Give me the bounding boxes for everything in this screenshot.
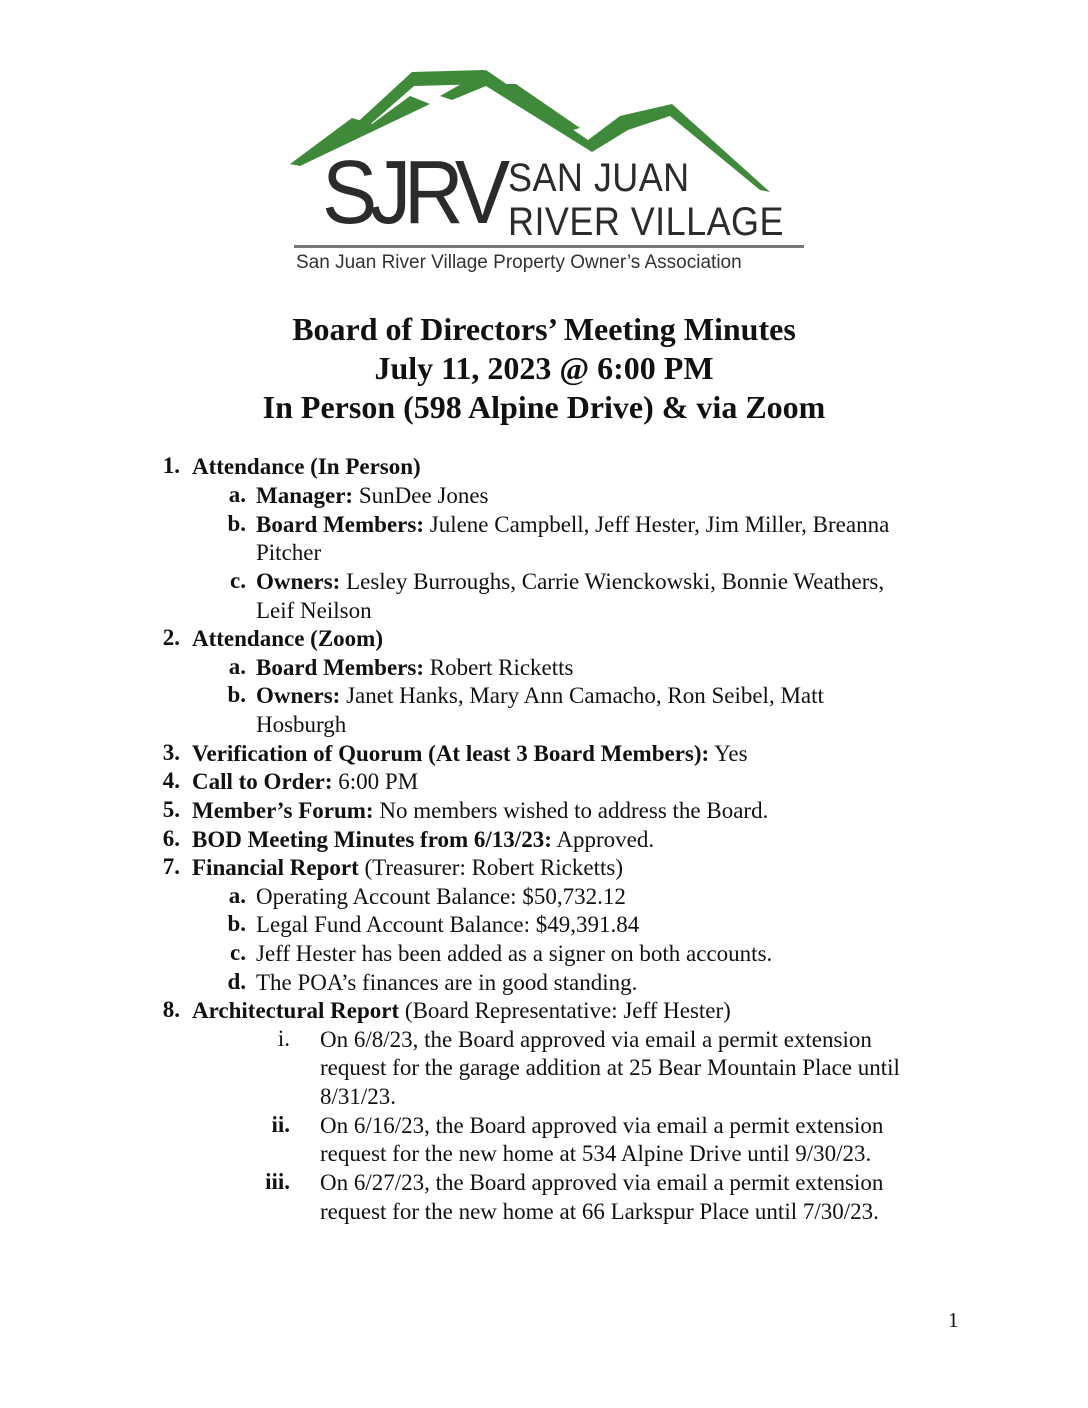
permit-extension-1: On 6/8/23, the Board approved via email a permit extension <box>320 1027 872 1052</box>
item-architectural-report: Architectural Report (Board Representative: Jeff Hester) <box>192 998 731 1023</box>
sub-item-finances: The POA’s finances are in good standing. <box>256 970 638 995</box>
document-title <box>0 310 1088 427</box>
item-number: 4. <box>162 768 180 793</box>
sub-item-number: a. <box>228 482 246 507</box>
item-bod-minutes: BOD Meeting Minutes from 6/13/23: Approved. <box>192 827 655 852</box>
item-number: 6. <box>162 826 180 851</box>
sub-item-continuation: Pitcher <box>256 540 322 565</box>
item-number: 2. <box>162 625 180 650</box>
sub-item-number: b. <box>227 911 246 936</box>
permit-extension-3-line2: request for the new home at 66 Larkspur Place until 7/30/23. <box>320 1199 879 1224</box>
item-number: 8. <box>162 997 180 1022</box>
permit-extension-2: On 6/16/23, the Board approved via email a permit extension <box>320 1113 884 1138</box>
sub-item-board-members: Board Members: Julene Campbell, Jeff Hester, Jim Miller, Breanna <box>256 512 890 537</box>
title-line2: July 11, 2023 @ 6:00 PM <box>374 350 714 386</box>
item-number: 3. <box>162 740 180 765</box>
sub-item-number: b. <box>227 511 246 536</box>
title-line1: Board of Directors’ Meeting Minutes <box>292 311 796 347</box>
sub-item-owners: Owners: Lesley Burroughs, Carrie Wienckowski, Bonnie Weathers, <box>256 569 885 594</box>
sub-item-owners: Owners: Janet Hanks, Mary Ann Camacho, Ron Seibel, Matt <box>256 683 824 708</box>
sub-item-number: b. <box>227 682 246 707</box>
item-attendance-in-person: Attendance (In Person) <box>192 454 421 479</box>
logo-name-line1: SAN JUAN <box>508 156 690 200</box>
title-line3: In Person (598 Alpine Drive) & via Zoom <box>262 389 826 425</box>
permit-extension-1-line3: 8/31/23. <box>320 1084 397 1109</box>
sub-item-signer: Jeff Hester has been added as a signer on both accounts. <box>256 941 773 966</box>
sub-item-number: c. <box>230 940 246 965</box>
item-number: 1. <box>162 453 180 478</box>
sjrv-logo <box>0 0 1088 290</box>
item-financial-report: Financial Report (Treasurer: Robert Ricketts) <box>192 855 623 880</box>
item-number: 5. <box>162 797 180 822</box>
roman-item-number: ii. <box>271 1112 290 1137</box>
sub-item-operating-balance: Operating Account Balance: $50,732.12 <box>256 884 626 909</box>
item-attendance-zoom: Attendance (Zoom) <box>192 626 383 651</box>
item-call-to-order: Call to Order: 6:00 PM <box>192 769 419 794</box>
sub-item-board-members: Board Members: Robert Ricketts <box>256 655 574 680</box>
sub-item-continuation: Leif Neilson <box>256 598 372 623</box>
logo-initials: SJRV <box>322 143 503 243</box>
item-quorum: Verification of Quorum (At least 3 Board Members): Yes <box>192 741 748 766</box>
sub-item-continuation: Hosburgh <box>256 712 347 737</box>
roman-item-number: iii. <box>265 1169 290 1194</box>
permit-extension-1-line2: request for the garage addition at 25 Bear Mountain Place until <box>320 1055 900 1080</box>
sub-item-number: d. <box>227 969 246 994</box>
sub-item-number: a. <box>228 883 246 908</box>
logo-divider <box>294 245 804 248</box>
sub-item-legal-fund-balance: Legal Fund Account Balance: $49,391.84 <box>256 912 640 937</box>
sub-item-number: c. <box>230 568 246 593</box>
permit-extension-2-line2: request for the new home at 534 Alpine Drive until 9/30/23. <box>320 1141 872 1166</box>
roman-item-number: i. <box>277 1026 290 1051</box>
sub-item-number: a. <box>228 654 246 679</box>
sub-item-manager: Manager: SunDee Jones <box>256 483 489 508</box>
item-number: 7. <box>162 854 180 879</box>
page-number: 1 <box>948 1308 959 1332</box>
permit-extension-3: On 6/27/23, the Board approved via email a permit extension <box>320 1170 884 1195</box>
logo-name-line2: RIVER VILLAGE <box>508 200 784 244</box>
logo-association-name: San Juan River Village Property Owner’s Association <box>296 252 742 273</box>
item-members-forum: Member’s Forum: No members wished to address the Board. <box>192 798 769 823</box>
